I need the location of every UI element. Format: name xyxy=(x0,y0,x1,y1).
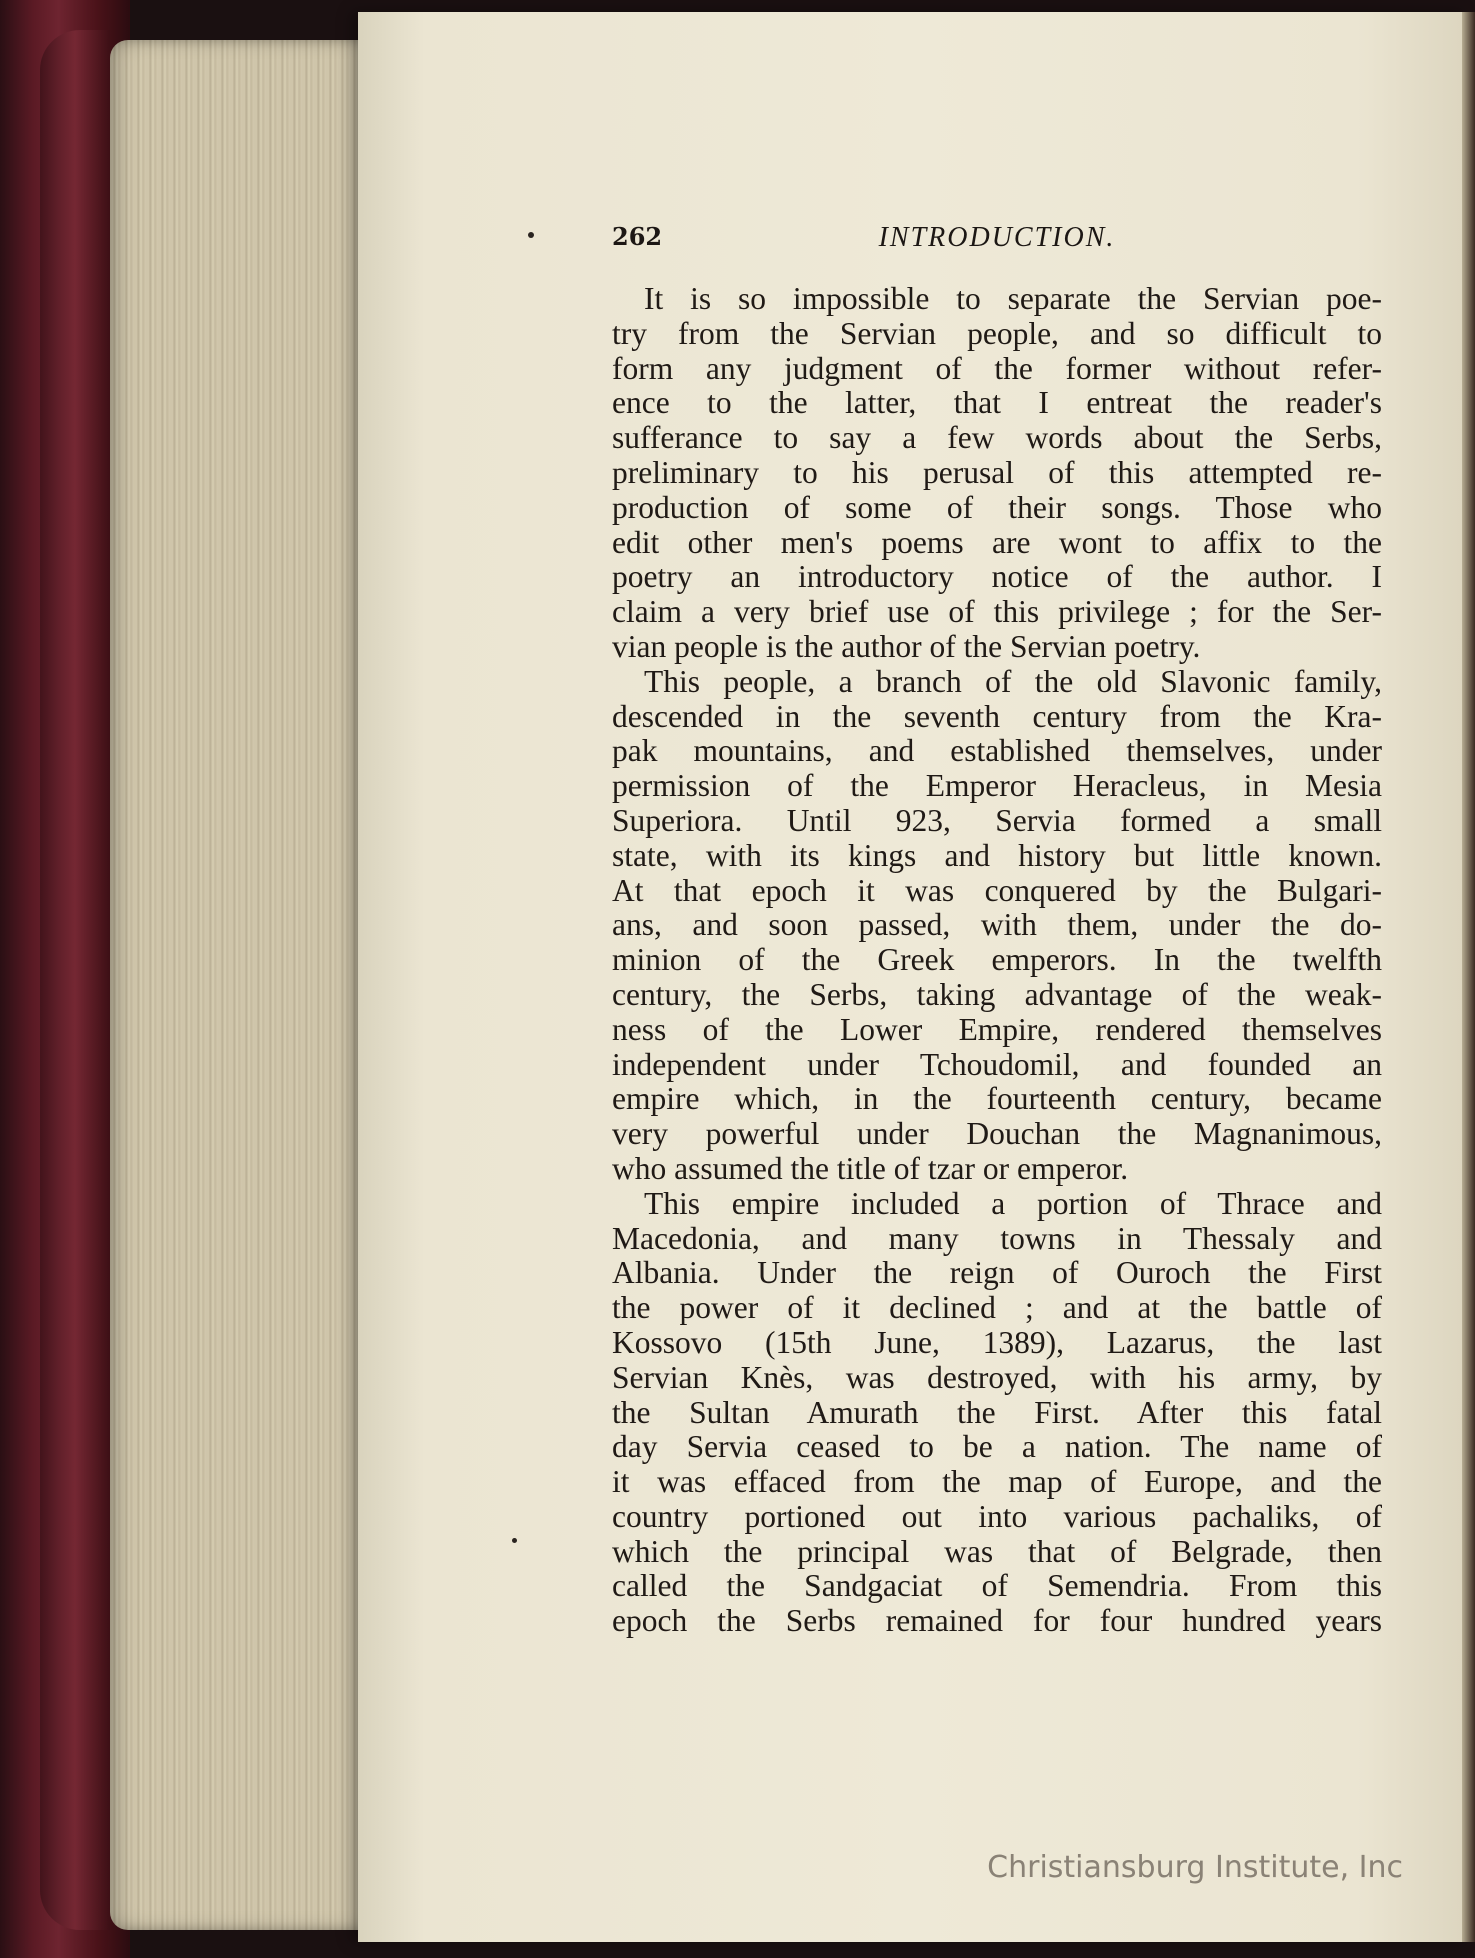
page-number: 262 xyxy=(612,222,663,251)
text-line: claim a very brief use of this privilege ; for the Ser- xyxy=(612,594,1382,630)
text-line: This empire included a portion of Thrace and xyxy=(644,1185,1382,1221)
text-line: empire which, in the fourteenth century, became xyxy=(612,1081,1382,1117)
text-line: Superiora. Until 923, Servia formed a small xyxy=(612,802,1382,838)
text-line: poetry an introductory notice of the author. I xyxy=(612,559,1382,595)
text-line: century, the Serbs, taking advantage of the weak- xyxy=(612,976,1382,1012)
text-line: sufferance to say a few words about the Serbs, xyxy=(612,420,1382,456)
text-line: Albania. Under the reign of Ouroch the First xyxy=(612,1255,1382,1291)
page-shadow-edge xyxy=(1462,12,1475,1942)
text-line: country portioned out into various pachaliks, of xyxy=(612,1498,1382,1534)
text-line: ans, and soon passed, with them, under the do- xyxy=(612,907,1382,943)
text-line: ence to the latter, that I entreat the reader's xyxy=(612,385,1382,421)
text-line: epoch the Serbs remained for four hundred years xyxy=(612,1603,1382,1639)
text-line: permission of the Emperor Heracleus, in Mesia xyxy=(612,768,1382,804)
text-line: preliminary to his perusal of this attempted re- xyxy=(612,454,1382,490)
text-line: It is so impossible to separate the Servian poe- xyxy=(644,281,1382,316)
text-line: it was effaced from the map of Europe, and the xyxy=(612,1464,1382,1500)
watermark: Christiansburg Institute, Inc xyxy=(987,1850,1403,1885)
text-line: ness of the Lower Empire, rendered themselves xyxy=(612,1011,1382,1047)
text-line: very powerful under Douchan the Magnanimous, xyxy=(612,1116,1382,1152)
text-line: production of some of their songs. Those who xyxy=(612,489,1382,525)
body-text xyxy=(612,282,1382,1639)
ink-speck xyxy=(528,232,534,238)
text-line: called the Sandgaciat of Semendria. From this xyxy=(612,1568,1382,1604)
text-line: At that epoch it was conquered by the Bulgari- xyxy=(612,872,1382,908)
paragraph xyxy=(612,665,1382,1187)
text-line: day Servia ceased to be a nation. The name of xyxy=(612,1429,1382,1465)
text-line: descended in the seventh century from the Kra- xyxy=(612,698,1382,734)
text-line: vian people is the author of the Servian poetry. xyxy=(612,628,1201,664)
page-edges-stack xyxy=(110,40,365,1930)
cover-spine-edge xyxy=(40,30,110,1930)
ink-speck xyxy=(512,1538,517,1543)
text-line: minion of the Greek emperors. In the twelfth xyxy=(612,942,1382,978)
text-line: Macedonia, and many towns in Thessaly and xyxy=(612,1220,1382,1256)
text-line: who assumed the title of tzar or emperor. xyxy=(612,1150,1129,1186)
text-line: try from the Servian people, and so difficult to xyxy=(612,315,1382,351)
paragraph xyxy=(612,282,1382,665)
text-line: pak mountains, and established themselves, under xyxy=(612,733,1382,769)
running-head xyxy=(612,222,1382,262)
text-line: Servian Knès, was destroyed, with his army, by xyxy=(612,1359,1382,1395)
text-line: which the principal was that of Belgrade, then xyxy=(612,1533,1382,1569)
text-line: the Sultan Amurath the First. After this fatal xyxy=(612,1394,1382,1430)
text-line: Kossovo (15th June, 1389), Lazarus, the last xyxy=(612,1324,1382,1360)
text-line: independent under Tchoudomil, and founded an xyxy=(612,1046,1382,1082)
text-line: state, with its kings and history but little known. xyxy=(612,837,1382,873)
chapter-title: INTRODUCTION. xyxy=(878,222,1116,253)
text-line: This people, a branch of the old Slavonic family, xyxy=(644,663,1382,699)
paragraph xyxy=(612,1187,1382,1639)
text-line: form any judgment of the former without refer- xyxy=(612,350,1382,386)
text-line: the power of it declined ; and at the battle of xyxy=(612,1290,1382,1326)
text-line: edit other men's poems are wont to affix to the xyxy=(612,524,1382,560)
